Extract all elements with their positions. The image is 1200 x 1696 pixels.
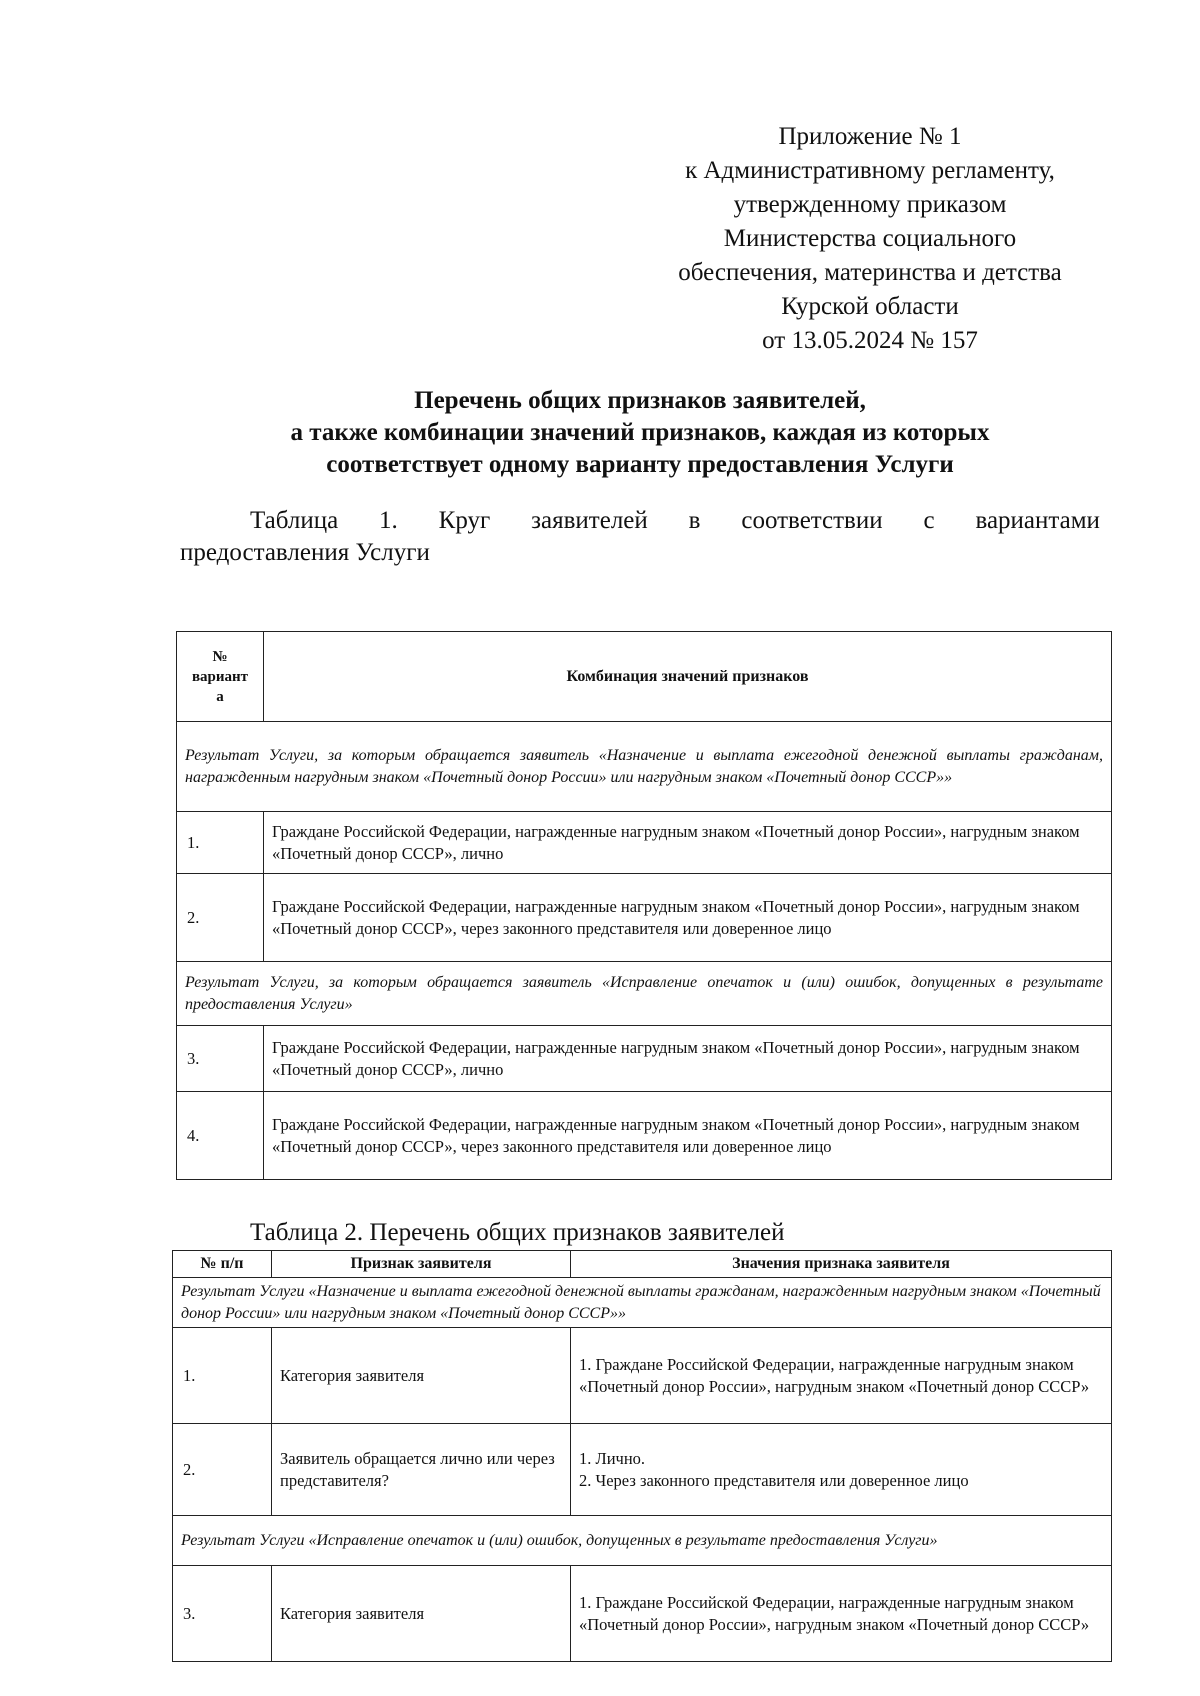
row-values: [571, 1328, 1112, 1424]
table2-caption: Таблица 2. Перечень общих признаков заявителей: [250, 1219, 785, 1246]
caption-word: с: [923, 507, 935, 534]
section-row: Результат Услуги «Исправление опечаток и (или) ошибок, допущенных в результате предоставления Услуги»: [173, 1516, 1112, 1566]
variant-number: 1.: [177, 812, 264, 874]
caption-word: Круг: [438, 507, 491, 534]
row-sign: Категория заявителя: [272, 1566, 571, 1662]
appendix-line: Приложение № 1: [778, 123, 962, 150]
section-row: Результат Услуги «Назначение и выплата ежегодной денежной выплаты гражданам, награжденным нагрудным знаком «Почетный донор России» или нагрудным знаком «Почетный донор СССР»»: [173, 1278, 1112, 1328]
row-number: 3.: [173, 1566, 272, 1662]
row-values: [571, 1424, 1112, 1516]
variant-number: 4.: [177, 1092, 264, 1180]
row-sign: Заявитель обращается лично или через представителя?: [272, 1424, 571, 1516]
appendix-line: утвержденному приказом: [733, 191, 1007, 218]
header-number: № п/п: [173, 1251, 272, 1278]
value-item: 2. Через законного представителя или доверенное лицо: [579, 1470, 969, 1490]
row-sign: Категория заявителя: [272, 1328, 571, 1424]
section-row: Результат Услуги, за которым обращается заявитель «Исправление опечаток и (или) ошибок, допущенных в результате предоставления Услуги»: [177, 962, 1112, 1026]
appendix-line: обеспечения, материнства и детства: [678, 259, 1062, 286]
variant-text: Граждане Российской Федерации, награжденные нагрудным знаком «Почетный донор России», нагрудным знаком «Почетный донор СССР», лично: [264, 1026, 1112, 1092]
table-variants: [176, 631, 1112, 1180]
title-line: соответствует одному варианту предоставления Услуги: [326, 451, 954, 478]
value-item: 1. Граждане Российской Федерации, награжденные нагрудным знаком «Почетный донор России», нагрудным знаком «Почетный донор СССР»: [579, 1592, 1090, 1634]
variant-text: Граждане Российской Федерации, награжденные нагрудным знаком «Почетный донор России», нагрудным знаком «Почетный донор СССР», лично: [264, 812, 1112, 874]
appendix-block: [640, 120, 1100, 358]
caption-word: заявителей: [531, 507, 648, 534]
document-title: [180, 385, 1100, 481]
caption-word: соответствии: [741, 507, 883, 534]
header-combination: Комбинация значений признаков: [264, 632, 1112, 722]
row-values: [571, 1566, 1112, 1662]
table-signs: [172, 1250, 1112, 1662]
table1-caption: [180, 505, 1100, 569]
caption-word: вариантами: [975, 507, 1100, 534]
value-item: 1. Граждане Российской Федерации, награжденные нагрудным знаком «Почетный донор России», нагрудным знаком «Почетный донор СССР»: [579, 1354, 1090, 1396]
appendix-line: к Административному регламенту,: [685, 157, 1055, 184]
section-row: Результат Услуги, за которым обращается заявитель «Назначение и выплата ежегодной денежной выплаты гражданам, награжденным нагрудным знаком «Почетный донор России» или нагрудным знаком «Почетный донор СССР»»: [177, 722, 1112, 812]
caption-word: в: [688, 507, 701, 534]
value-item: 1. Лично.: [579, 1448, 646, 1468]
variant-text: Граждане Российской Федерации, награжденные нагрудным знаком «Почетный донор России», нагрудным знаком «Почетный донор СССР», через законного представителя или доверенное лицо: [264, 1092, 1112, 1180]
row-number: 1.: [173, 1328, 272, 1424]
header-sign: Признак заявителя: [272, 1251, 571, 1278]
appendix-line: Курской области: [781, 293, 959, 320]
appendix-line: от 13.05.2024 № 157: [762, 327, 978, 354]
variant-number: 3.: [177, 1026, 264, 1092]
title-line: а также комбинации значений признаков, каждая из которых: [290, 419, 990, 446]
row-number: 2.: [173, 1424, 272, 1516]
variant-text: Граждане Российской Федерации, награжденные нагрудным знаком «Почетный донор России», нагрудным знаком «Почетный донор СССР», через законного представителя или доверенное лицо: [264, 874, 1112, 962]
caption-line: предоставления Услуги: [180, 539, 430, 566]
caption-word: Таблица: [250, 507, 339, 534]
title-line: Перечень общих признаков заявителей,: [414, 387, 866, 414]
appendix-line: Министерства социального: [723, 225, 1017, 252]
variant-number: 2.: [177, 874, 264, 962]
header-variant-number: № вариант а: [177, 632, 264, 722]
header-values: Значения признака заявителя: [571, 1251, 1112, 1278]
caption-word: 1.: [379, 507, 398, 534]
